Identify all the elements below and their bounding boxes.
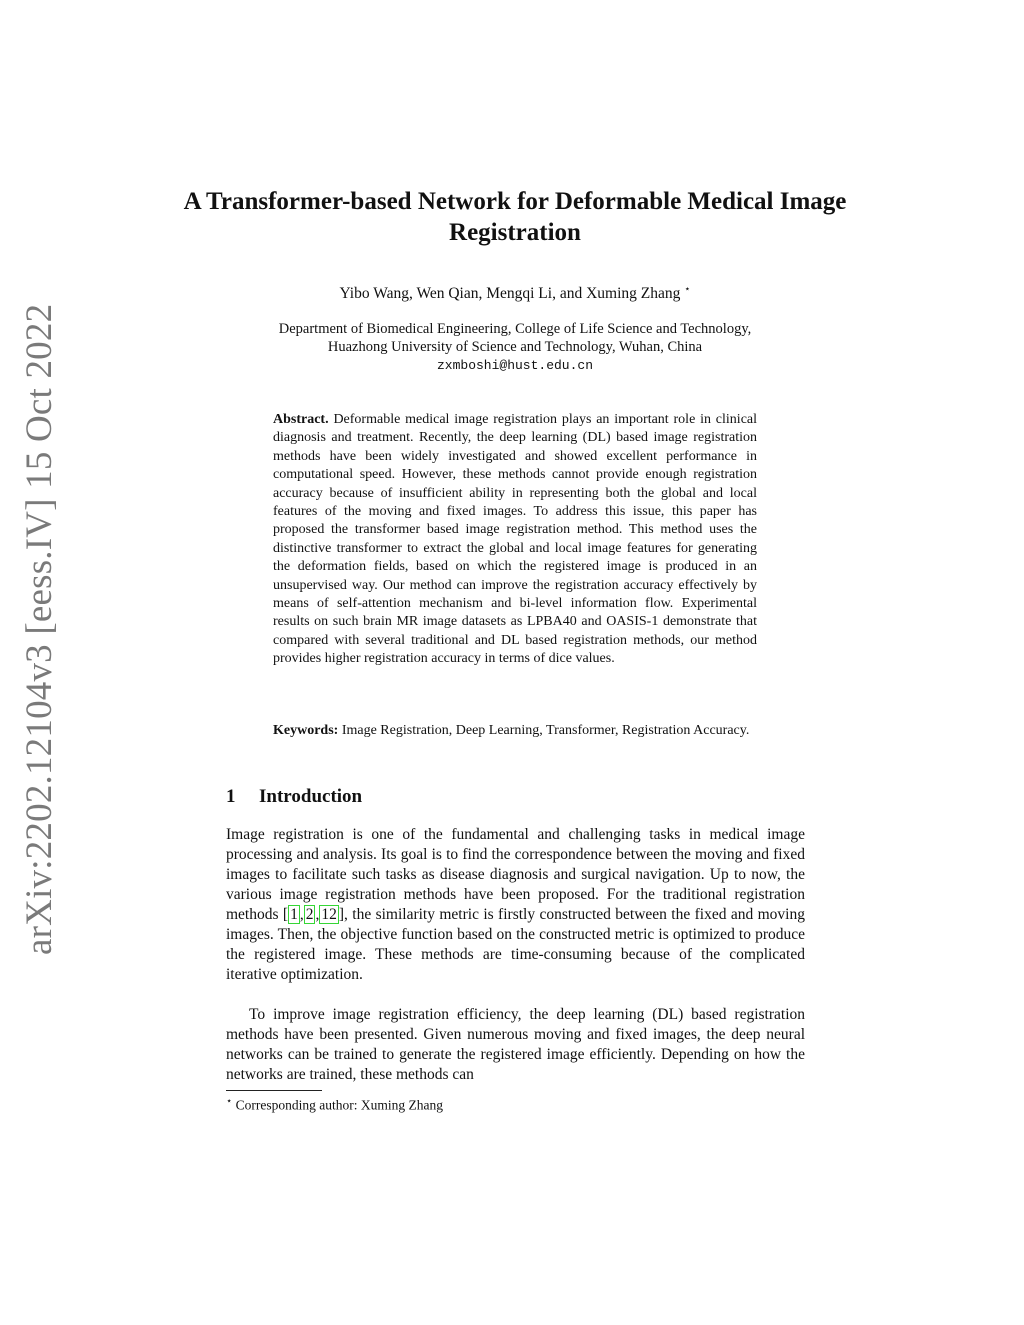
- citation-link-2[interactable]: 2: [305, 906, 314, 923]
- footnote-mark: ⋆: [226, 1096, 233, 1107]
- footnote: [226, 1096, 443, 1114]
- citation-link-1[interactable]: 1: [290, 906, 298, 923]
- abstract-label: Abstract.: [273, 412, 329, 427]
- keywords: [273, 722, 757, 740]
- section-heading-introduction: [226, 786, 362, 808]
- keywords-label: Keywords:: [273, 723, 339, 738]
- intro-para1-text-before: Image registration is one of the fundamental and challenging tasks in medical image processing and analysis. Its goal is to find the correspondence between the moving and fixed images to facilitate such tasks as disease diagnosis and surgical navigation. Up to now, the various image registration methods have been proposed. For the traditional registration methods: [226, 826, 805, 923]
- author-list: [180, 284, 850, 303]
- citation-close-bracket: ]: [338, 906, 344, 923]
- affiliation-line-1: Department of Biomedical Engineering, College of Life Science and Technology,: [278, 321, 752, 337]
- intro-paragraph-2: To improve image registration efficiency, the deep learning (DL) based registration methods have been presented. Given numerous moving and fixed images, the deep neural networks can be trained to generate the registered image efficiently. Depending on how the networks are trained, these methods can: [226, 1006, 805, 1083]
- section-number: 1: [226, 786, 236, 807]
- citation-comma-2: ,: [315, 906, 320, 923]
- affiliation: [180, 320, 850, 356]
- paper-title: A Transformer-based Network for Deformable Medical Image Registration: [183, 188, 847, 246]
- citation-link-12[interactable]: 12: [321, 906, 337, 923]
- author-footnote-mark[interactable]: ⋆: [684, 284, 691, 295]
- citation-open-bracket: [: [282, 906, 289, 923]
- abstract: [273, 411, 757, 669]
- arxiv-identifier-stamp[interactable]: arXiv:2202.12104v3 [eess.IV] 15 Oct 2022: [19, 303, 60, 955]
- citation-comma-1: ,: [299, 906, 304, 923]
- affiliation-line-2: Huazhong University of Science and Technology, Wuhan, China: [327, 339, 703, 355]
- author-names: Yibo Wang, Wen Qian, Mengqi Li, and Xuming Zhang: [339, 285, 681, 303]
- contact-email[interactable]: zxmboshi@hust.edu.cn: [436, 358, 594, 373]
- section-title: Introduction: [259, 786, 363, 807]
- footnote-text: Corresponding author: Xuming Zhang: [235, 1097, 443, 1113]
- keywords-text: Image Registration, Deep Learning, Transformer, Registration Accuracy.: [341, 723, 750, 738]
- abstract-text: Deformable medical image registration plays an important role in clinical diagnosis and treatment. Recently, the deep learning (DL) based image registration methods have been widely investigated and showed excellent performance in computational speed. However, these methods cannot provide enough registration accuracy because of insufficient ability in representing both the global and local features of the moving and fixed images. To address this issue, this paper has proposed the transformer based image registration method. This method uses the distinctive transformer to extract the global and local image features for generating the deformation fields, based on which the registered image is produced in an unsupervised way. Our method can improve the registration accuracy effectively by means of self-attention mechanism and bi-level information flow. Experimental results on such brain MR image datasets as LPBA40 and OASIS-1 demonstrate that compared with several traditional and DL based registration methods, our method provides higher registration accuracy in terms of dice values.: [273, 412, 758, 667]
- footnote-divider: [226, 1090, 322, 1091]
- intro-para1-text-after: , the similarity metric is firstly constructed between the fixed and moving images. Then, the objective function based on the constructed metric is optimized to produce the registered image. These methods are time-consuming because of the complicated iterative optimization.: [226, 906, 805, 983]
- intro-paragraph-1: [226, 825, 805, 985]
